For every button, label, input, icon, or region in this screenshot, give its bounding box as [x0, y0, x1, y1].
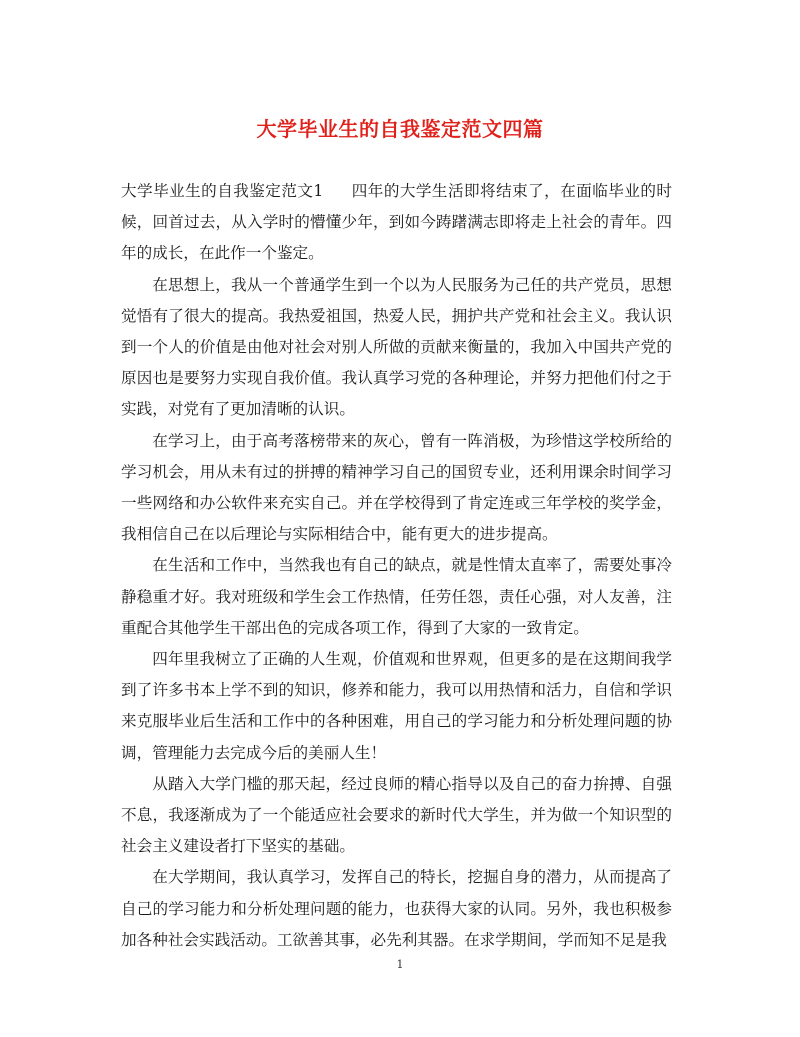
- paragraph-7: 在大学期间，我认真学习，发挥自己的特长，挖掘自身的潜力，从而提高了自己的学习能力和分析处理问题的能力，也获得大家的认同。另外，我也积极参加各种社会实践活动。工欲善其事，必先利其器。在求学期间，学而知不足是我: [121, 868, 672, 949]
- section-heading: 大学毕业生的自我鉴定范文1: [121, 182, 324, 200]
- paragraph-6: 从踏入大学门槛的那天起，经过良师的精心指导以及自己的奋力拚搏、自强不息，我逐渐成为了一个能适应社会要求的新时代大学生，并为做一个知识型的社会主义建设者打下坚实的基础。: [121, 774, 672, 856]
- paragraph-3: 在学习上，由于高考落榜带来的灰心，曾有一阵消极，为珍惜这学校所给的学习机会，用从未有过的拼搏的精神学习自己的国贸专业，还利用课余时间学习一些网络和办公软件来充实自己。并在学校得到了肯定连或三年学校的奖学金，我相信自己在以后理论与实际相结合中，能有更大的进步提高。: [121, 431, 672, 544]
- paragraph-5: 四年里我树立了正确的人生观，价值观和世界观，但更多的是在这期间我学到了许多书本上学不到的知识，修养和能力，我可以用热情和活力，自信和学识来克服毕业后生活和工作中的各种困难，用自己的学习能力和分析处理问题的协调，管理能力去完成今后的美丽人生！: [121, 650, 672, 762]
- paragraph-2: 在思想上，我从一个普通学生到一个以为人民服务为己任的共产党员，思想觉悟有了很大的提高。我热爱祖国，热爱人民，拥护共产党和社会主义。我认识到一个人的价值是由他对社会对别人所做的贡献来衡量的，我加入中国共产党的原因也是要努力实现自我价值。我认真学习党的各种理论，并努力把他们付之于实践，对党有了更加清晰的认识。: [121, 275, 672, 419]
- page-number: 1: [396, 958, 404, 971]
- paragraph-1-text: 四年的大学生活即将结束了，在面临毕业的时候，回首过去，从入学时的懵懂少年，到如今踌躇满志即将走上社会的青年。四年的成长，在此作一个鉴定。: [121, 182, 672, 263]
- paragraph-1: [121, 176, 672, 270]
- document-title: 大学毕业生的自我鉴定范文四篇: [256, 117, 544, 141]
- document-body: [121, 176, 672, 956]
- paragraph-4: 在生活和工作中，当然我也有自己的缺点，就是性情太直率了，需要处事冷静稳重才好。我对班级和学生会工作热情，任劳任怨，责任心强，对人友善，注重配合其他学生干部出色的完成各项工作，得到了大家的一致肯定。: [121, 556, 672, 637]
